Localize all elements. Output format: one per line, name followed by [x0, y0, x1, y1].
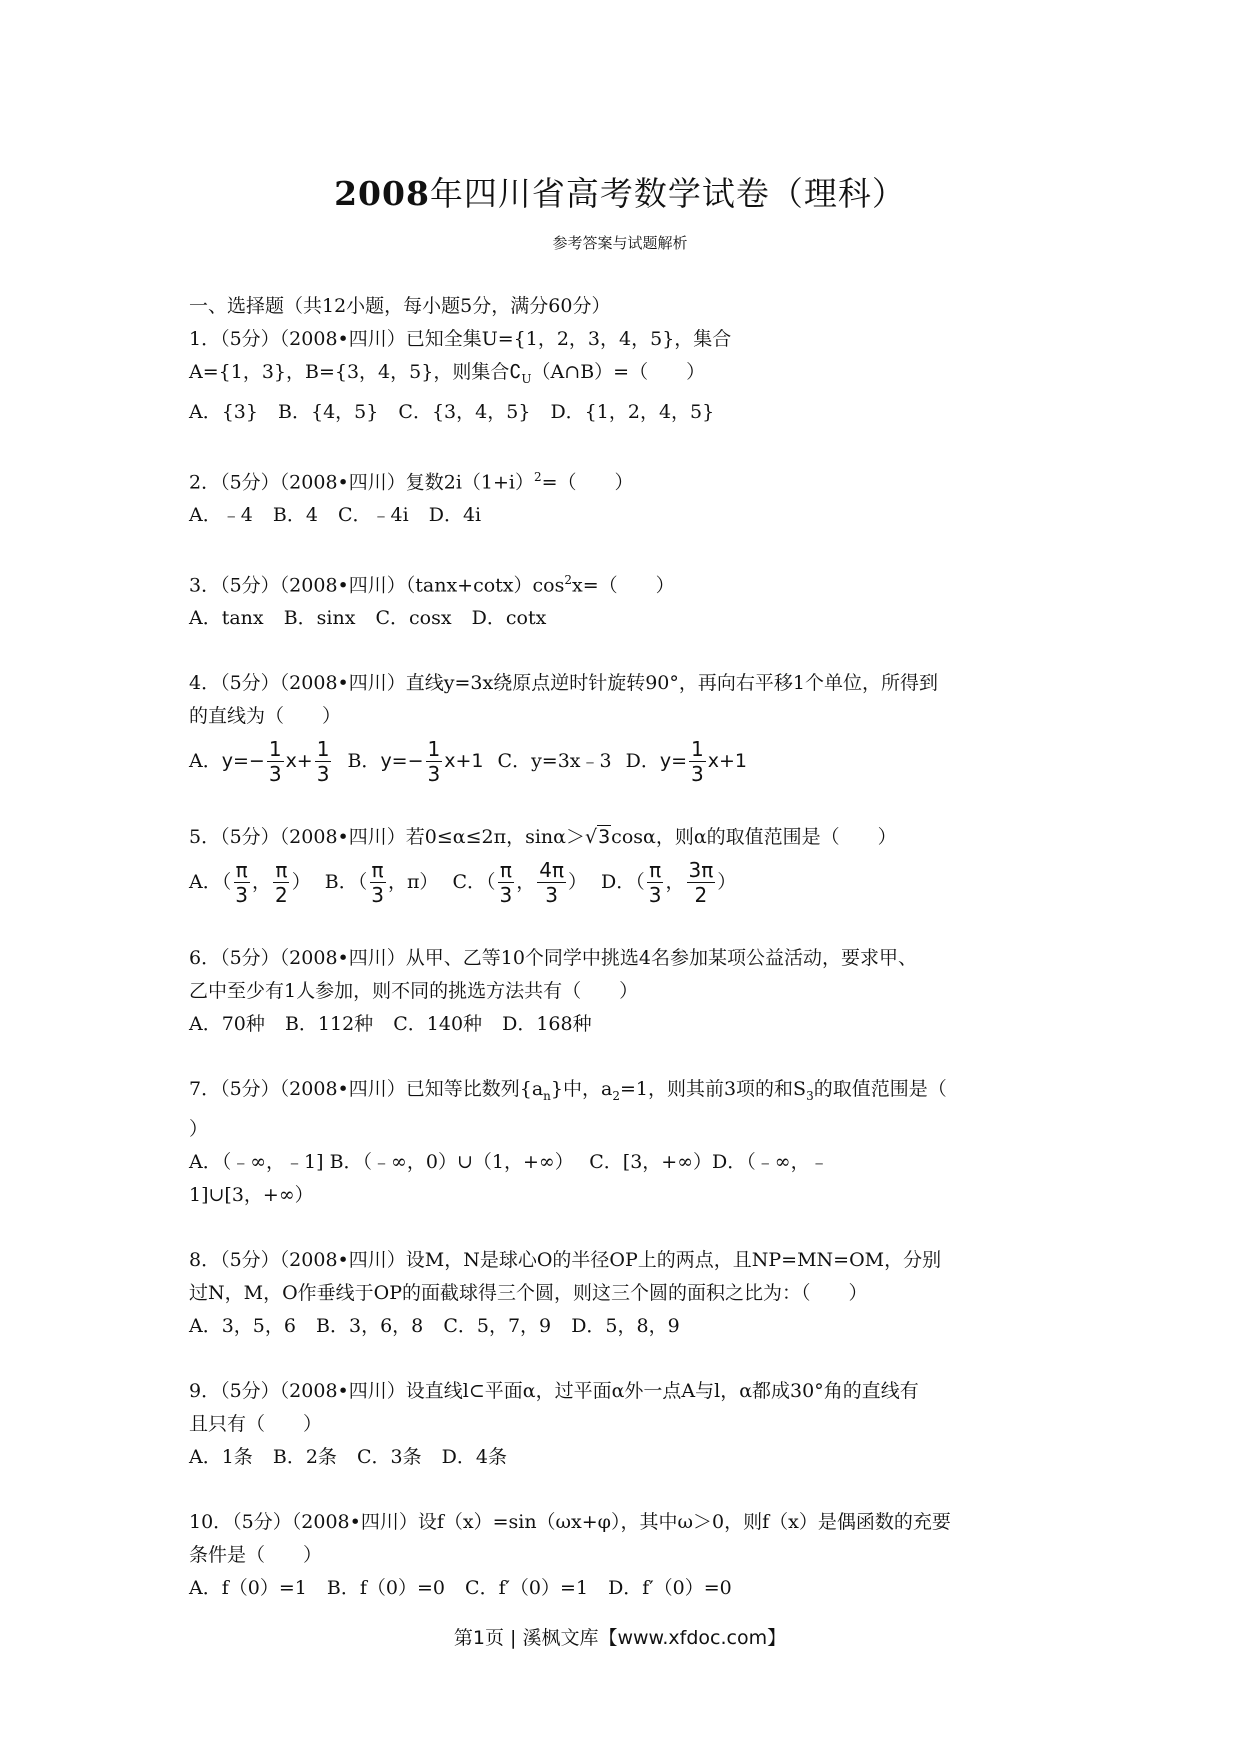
- q3-sup: 2: [564, 573, 572, 588]
- close-paren: ）: [717, 870, 737, 893]
- q1-option-d[interactable]: D．{1，2，4，5}: [550, 400, 715, 423]
- q6-line-1: 6．（5分）（2008•四川）从甲、乙等10个同学中挑选4名参加某项公益活动，要求甲、: [189, 947, 918, 970]
- q2-option-a[interactable]: A．﹣4: [189, 504, 253, 527]
- q8-options: [189, 1310, 1069, 1343]
- q4-b-post: x+1: [444, 749, 484, 772]
- frac-den: 3: [427, 761, 441, 786]
- q1-sub: U: [521, 371, 532, 386]
- q4-option-c[interactable]: C．y=3x﹣3: [497, 749, 612, 772]
- q5-options: [189, 854, 750, 910]
- q7-options-line-2[interactable]: 1]∪[3，+∞）: [189, 1184, 314, 1207]
- q5-a-label: A．（: [189, 870, 232, 893]
- q3-line-1: [189, 564, 1069, 602]
- q8-option-d[interactable]: D．5，8，9: [571, 1315, 680, 1338]
- frac-den: 3: [499, 882, 513, 907]
- frac-num: 1: [268, 736, 282, 761]
- q3-option-a[interactable]: A．tanx: [189, 607, 264, 630]
- q6-option-b[interactable]: B．112种: [284, 1013, 374, 1036]
- q2-option-d[interactable]: D．4i: [428, 504, 482, 527]
- q4-a-pre: y=−: [221, 749, 265, 772]
- frac-den: 3: [235, 882, 248, 907]
- question-3: [189, 564, 1069, 635]
- sqrt-radicand: 3: [598, 826, 611, 849]
- q4-b-frac: [426, 738, 443, 785]
- q4-option-a[interactable]: [189, 738, 333, 785]
- q4-option-d[interactable]: [626, 738, 747, 785]
- q7-line-1: [189, 1073, 1069, 1113]
- question-2: [189, 461, 1069, 532]
- q5-d-frac-1: [647, 859, 664, 906]
- q1-line-2a: A={1，3}，B={3，4，5}，则集合∁: [189, 361, 522, 383]
- frac-num: π: [649, 857, 662, 882]
- q10-option-a[interactable]: A．f（0）=1: [189, 1577, 307, 1600]
- frac-num: π: [371, 857, 384, 882]
- q7-line-1a: 7．（5分）（2008•四川）已知等比数列{a: [189, 1078, 544, 1101]
- q2-sup: 2: [534, 469, 542, 484]
- q7-sub-2: 2: [612, 1089, 620, 1104]
- frac-num: 1: [691, 736, 704, 761]
- frac-num: 1: [427, 736, 441, 761]
- comma: ，: [665, 870, 685, 893]
- question-1: [189, 323, 1069, 429]
- q5-option-d[interactable]: [601, 859, 736, 906]
- frac-num: π: [499, 857, 512, 882]
- q2-option-b[interactable]: B．4: [272, 504, 318, 527]
- q1-line-2: [189, 356, 1069, 396]
- q4-options: [189, 733, 761, 789]
- comma: ，: [251, 870, 271, 893]
- q5-c-frac-1: [497, 859, 514, 906]
- section-heading: 一、选择题（共12小题，每小题5分，满分60分）: [189, 295, 611, 317]
- q7-line-1b: }中，a: [550, 1078, 613, 1101]
- q5-d-label: D．（: [601, 870, 645, 893]
- question-5: [189, 821, 1069, 910]
- q7-line-2: ）: [189, 1118, 209, 1141]
- q7-options-line-1[interactable]: A．（﹣∞，﹣1] B．（﹣∞，0）∪（1，+∞） C．[3，+∞）D．（﹣∞，﹣: [189, 1151, 829, 1174]
- question-10: [189, 1506, 1069, 1605]
- frac-den: 3: [371, 882, 384, 907]
- q3-options: [189, 602, 1069, 635]
- q5-a-frac-2: [273, 859, 290, 906]
- q4-option-b[interactable]: [347, 738, 483, 785]
- frac-den: 3: [545, 882, 558, 907]
- title-text: 年四川省高考数学试卷（理科）: [429, 174, 906, 213]
- page-subtitle: 参考答案与试题解析: [552, 234, 688, 252]
- q9-option-d[interactable]: D．4条: [441, 1446, 507, 1469]
- comma: ，: [516, 870, 536, 893]
- q5-b-tail: ，π）: [387, 870, 439, 893]
- q2-option-c[interactable]: C．﹣4i: [337, 504, 409, 527]
- q5-line-1a: 5．（5分）（2008•四川）若0≤α≤2π，sinα＞: [189, 826, 585, 849]
- sqrt-symbol: √3: [584, 826, 611, 849]
- question-8: [189, 1244, 1069, 1343]
- q5-line-1b: cosα，则α的取值范围是（ ）: [611, 826, 897, 849]
- q9-option-a[interactable]: A．1条: [189, 1446, 253, 1469]
- question-7: [189, 1073, 1069, 1212]
- q10-option-d[interactable]: D．f′（0）=0: [608, 1577, 732, 1600]
- q5-c-label: C．（: [452, 870, 496, 893]
- frac-den: 2: [274, 882, 288, 907]
- question-6: [189, 942, 1069, 1041]
- q1-option-a[interactable]: A．{3}: [189, 400, 258, 423]
- frac-den: 2: [694, 882, 708, 907]
- q5-a-frac-1: [233, 859, 250, 906]
- frac-num: π: [235, 857, 248, 882]
- q8-option-a[interactable]: A．3，5，6: [189, 1315, 296, 1338]
- q4-d-label: D．: [625, 749, 660, 772]
- q3-option-b[interactable]: B．sinx: [283, 607, 356, 630]
- q8-line-1: 8．（5分）（2008•四川）设M，N是球心O的半径OP上的两点，且NP=MN=OM，分别: [189, 1249, 942, 1272]
- q1-options: [189, 396, 1069, 429]
- question-9: [189, 1375, 1069, 1474]
- q10-option-b[interactable]: B．f（0）=0: [326, 1577, 445, 1600]
- q6-option-c[interactable]: C．140种: [393, 1013, 483, 1036]
- q3-line-1a: 3．（5分）（2008•四川）（tanx+cotx）cos: [189, 574, 565, 597]
- q4-a-label: A．: [189, 749, 222, 772]
- q8-option-c[interactable]: C．5，7，9: [443, 1315, 552, 1338]
- q2-options: [189, 499, 1069, 532]
- q5-option-b[interactable]: [325, 859, 439, 906]
- q2-line-1a: 2．（5分）（2008•四川）复数2i（1+i）: [189, 471, 534, 494]
- q1-option-c[interactable]: C．{3，4，5}: [398, 400, 531, 423]
- q10-option-c[interactable]: C．f′（0）=1: [465, 1577, 589, 1600]
- frac-den: 3: [691, 761, 704, 786]
- q5-d-frac-2: [687, 859, 716, 906]
- q3-option-d[interactable]: D．cotx: [471, 607, 547, 630]
- q8-line-2: 过N，M，O作垂线于OP的面截球得三个圆，则这三个圆的面积之比为：（ ）: [189, 1282, 868, 1305]
- q9-options: [189, 1441, 1069, 1474]
- q1-option-b[interactable]: B．{4，5}: [278, 400, 379, 423]
- frac-den: 3: [648, 882, 662, 907]
- frac-den: 3: [268, 761, 282, 786]
- q3-option-c[interactable]: C．cosx: [375, 607, 452, 630]
- q5-b-label: B．（: [324, 870, 368, 893]
- q1-line-1: 1．（5分）（2008•四川）已知全集U={1，2，3，4，5}，集合: [189, 328, 732, 350]
- q5-option-c[interactable]: [452, 859, 587, 906]
- q9-option-b[interactable]: B．2条: [272, 1446, 337, 1469]
- q4-a-frac-1: [267, 738, 284, 785]
- q9-option-c[interactable]: C．3条: [356, 1446, 422, 1469]
- q6-options: [189, 1008, 1069, 1041]
- q5-line-1: [189, 821, 1069, 854]
- q4-line-2: 的直线为（ ）: [189, 705, 342, 728]
- q4-b-pre: y=−: [380, 749, 424, 772]
- close-paren: ）: [568, 870, 588, 893]
- q7-sub-3: 3: [806, 1089, 814, 1104]
- q5-option-a[interactable]: [189, 859, 311, 906]
- q4-d-post: x+1: [707, 749, 748, 772]
- q4-b-label: B．: [347, 749, 381, 772]
- frac-den: 3: [316, 761, 330, 786]
- q7-line-1d: 的取值范围是（: [813, 1078, 947, 1101]
- q6-option-d[interactable]: D．168种: [502, 1013, 592, 1036]
- frac-num: 3π: [688, 857, 714, 882]
- q3-line-1b: x=（ ）: [571, 574, 675, 597]
- q10-options: [189, 1572, 1069, 1605]
- q4-d-frac: [689, 738, 706, 785]
- q4-line-1: 4．（5分）（2008•四川）直线y=3x绕原点逆时针旋转90°，再向右平移1个单位，所得到: [189, 672, 938, 695]
- frac-num: 4π: [539, 857, 564, 882]
- q9-line-1: 9．（5分）（2008•四川）设直线l⊂平面α，过平面α外一点A与l，α都成30°角的直线有: [189, 1380, 919, 1403]
- q2-line-1: [189, 461, 1069, 499]
- q8-option-b[interactable]: B．3，6，8: [316, 1315, 424, 1338]
- q5-c-frac-2: [537, 859, 566, 906]
- q1-line-2b: （A∩B）=（ ）: [531, 361, 706, 383]
- q6-line-2: 乙中至少有1人参加，则不同的挑选方法共有（ ）: [189, 980, 639, 1003]
- title-year: 2008: [334, 174, 430, 213]
- page-footer: 第1页 | 溪枫文库【www.xfdoc.com】: [453, 1627, 787, 1649]
- q10-line-1: 10．（5分）（2008•四川）设f（x）=sin（ωx+φ），其中ω＞0，则f（x）是偶函数的充要: [189, 1511, 951, 1534]
- q5-b-frac: [369, 859, 386, 906]
- close-paren: ）: [291, 870, 311, 893]
- q7-line-1c: =1，则其前3项的和S: [619, 1078, 807, 1101]
- q2-line-1b: =（ ）: [541, 471, 634, 494]
- q9-line-2: 且只有（ ）: [189, 1413, 323, 1436]
- q7-sub-n: n: [543, 1089, 551, 1104]
- q4-a-frac-2: [315, 738, 332, 785]
- q6-option-a[interactable]: A．70种: [189, 1013, 265, 1036]
- questions-body: [189, 290, 1069, 1605]
- question-4: [189, 667, 1069, 789]
- q4-d-pre: y=: [659, 749, 688, 772]
- frac-num: π: [275, 857, 288, 882]
- frac-num: 1: [316, 736, 330, 761]
- q4-a-mid: x+: [285, 749, 313, 772]
- page-title: [0, 168, 1240, 215]
- q10-line-2: 条件是（ ）: [189, 1544, 323, 1567]
